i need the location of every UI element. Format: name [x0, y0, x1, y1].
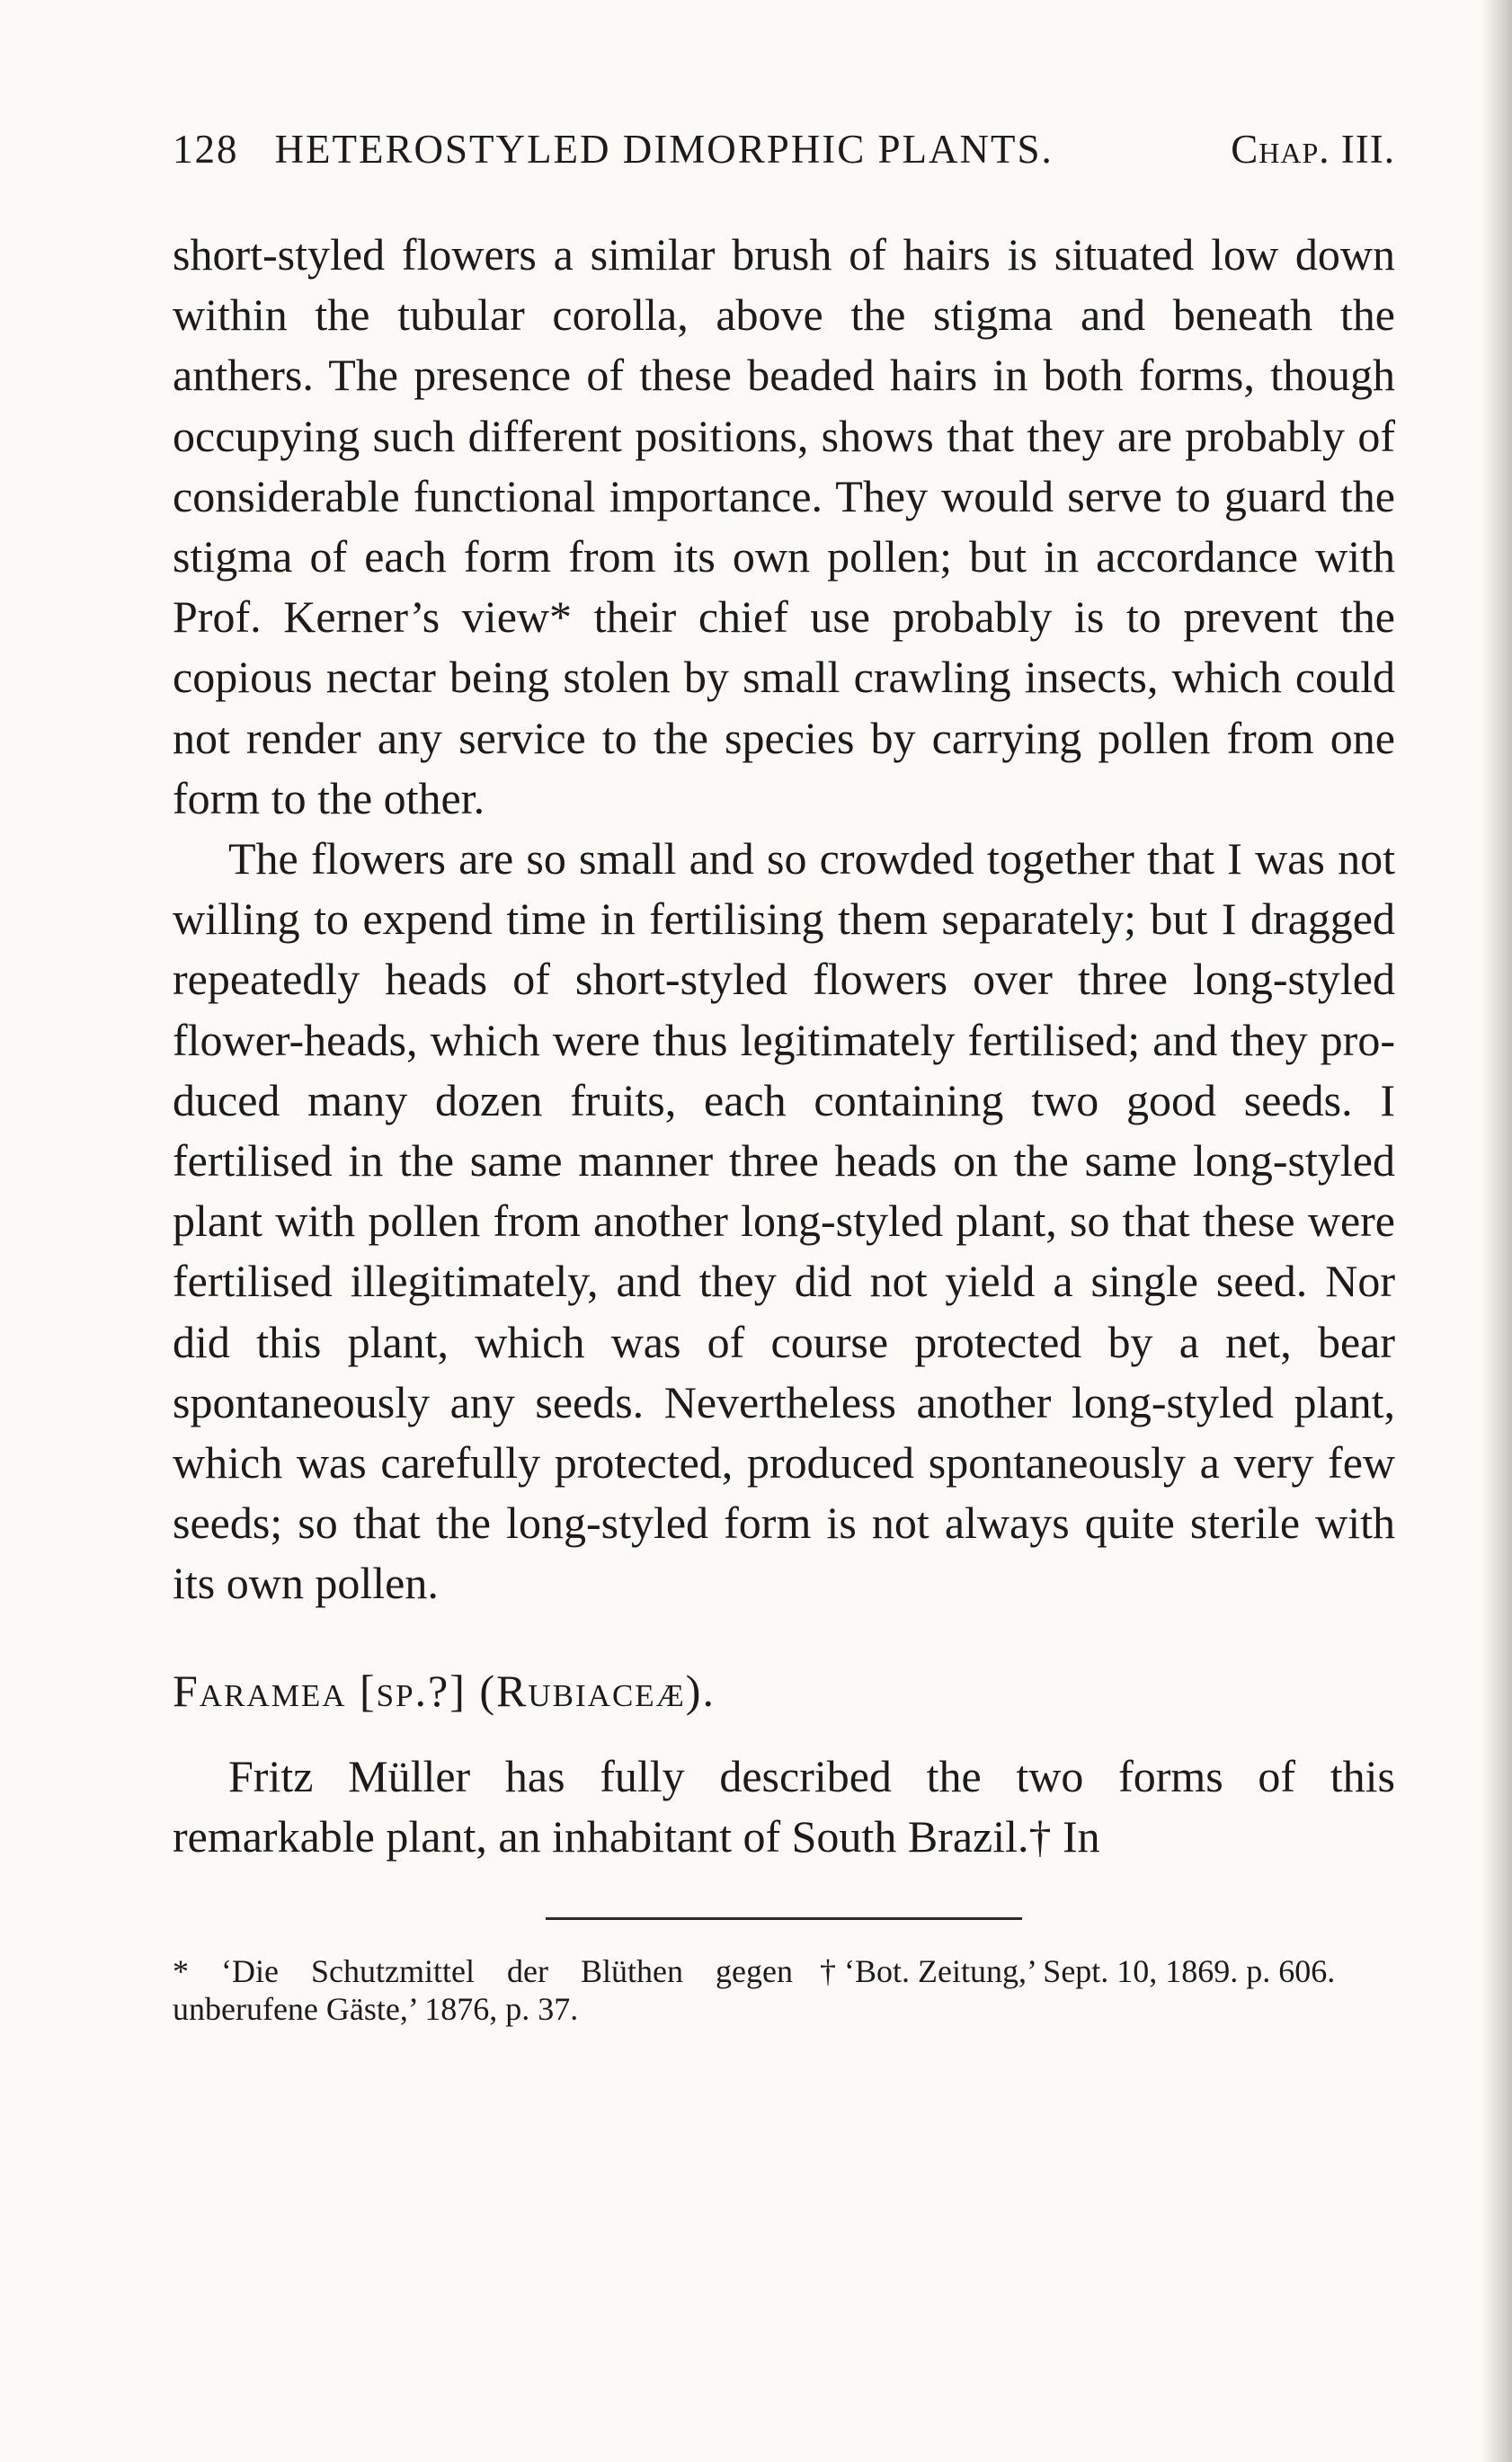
- body-text: [173, 225, 1395, 1867]
- book-page: [173, 126, 1395, 2028]
- paragraph-continued: short-styled flowers a similar brush of hairs is situated low down within the tubular corolla, above the stigma and beneath the anthers. The presence of these beaded hairs in both forms, though occupying such different positions, shows that they are probably of considerable functional importance. They would serve to guard the stigma of each form from its own pollen; but in accordance with Prof. Kerner’s view* their chief use probably is to prevent the copious nectar being stolen by small crawling insects, which could not render any service to the species by carrying pollen from one form to the other.: [173, 229, 1395, 823]
- chapter-label: Chap. III.: [1231, 127, 1395, 172]
- paragraph-fertilisation: The flowers are so small and so crowded together that I was not willing to expend time in fertilising them separately; but I dragged repeatedly heads of short-styled flowers over three long-styled flower-heads, which were thus legitimately fertilised; and they produced many dozen fruits, each containing two good seeds. I fertilised in the same manner three heads on the same long-styled plant with pollen from another long-styled plant, so that these were fertilised illegitimately, and they did not yield a single seed. Nor did this plant, which was of course protected by a net, bear spontaneously any seeds. Nevertheless another long-styled plant, which was carefully protected, produced spontaneously a very few seeds; so that the long-styled form is not always quite sterile with its own pollen.: [173, 833, 1395, 1609]
- footnote-divider: [546, 1917, 1022, 1920]
- page-edge-shadow: [1481, 0, 1512, 2462]
- footnote-bot-zeitung: † ‘Bot. Zeitung,’ Sept. 10, 1869. p. 606.: [820, 1953, 1336, 1990]
- paragraph-faramea: Fritz Müller has fully described the two forms of this remarkable plant, an inhabitant of South Brazil.† In: [173, 1750, 1395, 1862]
- section-heading: Faramea [sp.?] (Rubiaceæ).: [173, 1665, 716, 1716]
- page-number: 128: [173, 127, 239, 172]
- running-title: HETEROSTYLED DIMORPHIC PLANTS.: [274, 127, 1054, 172]
- footnotes: [173, 1952, 1395, 2028]
- running-header: [173, 126, 1395, 189]
- footnote-kerner: * ‘Die Schutzmittel der Blüthen gegen unberufene Gäste,’ 1876, p. 37.: [173, 1953, 793, 2028]
